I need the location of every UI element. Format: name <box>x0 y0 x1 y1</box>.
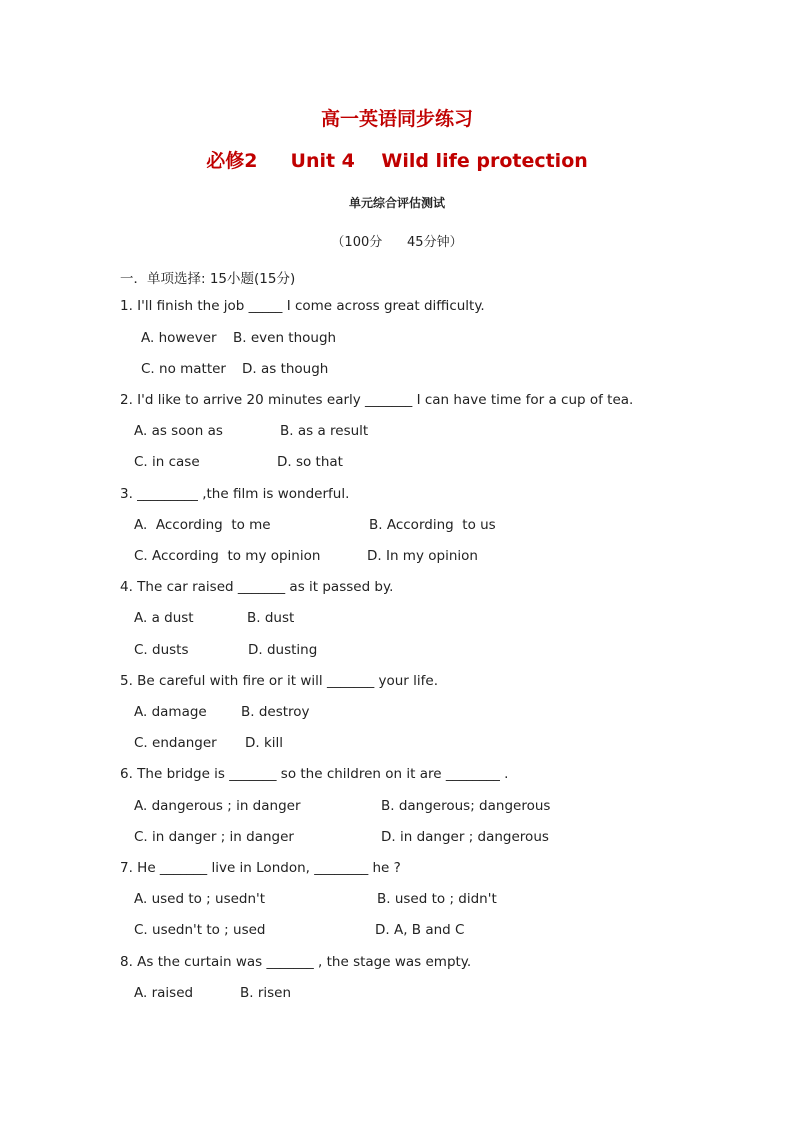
question-1-option-b: B. even though <box>233 330 337 346</box>
question-3-option-b: B. According to us <box>369 517 496 533</box>
question-8-option-a: A. raised <box>134 985 194 1001</box>
question-5-stem: 5. Be careful with fire or it will _______ your life. <box>120 673 438 689</box>
section-heading: 一．单项选择: 15小题(15分) <box>120 271 296 287</box>
question-2-option-d: D. so that <box>277 454 343 470</box>
question-4-option-a: A. a dust <box>134 610 194 626</box>
question-6-option-b: B. dangerous; dangerous <box>381 798 551 814</box>
question-7-option-c: C. usedn't to ; used <box>134 922 266 938</box>
question-7-option-b: B. used to ; didn't <box>377 891 497 907</box>
question-8-option-b: B. risen <box>240 985 292 1001</box>
test-name: 单元综合评估测试 <box>348 196 445 210</box>
question-4-option-c: C. dusts <box>134 642 189 658</box>
question-7-stem: 7. He _______ live in London, ________ he ? <box>120 860 401 876</box>
question-1-option-d: D. as though <box>242 361 329 377</box>
question-4-stem: 4. The car raised _______ as it passed by. <box>120 579 394 595</box>
question-2-option-b: B. as a result <box>280 423 369 439</box>
page-title: 高一英语同步练习 <box>320 108 473 130</box>
question-6-option-a: A. dangerous ; in danger <box>134 798 301 814</box>
question-6-stem: 6. The bridge is _______ so the children on it are ________ . <box>120 766 509 782</box>
question-2-option-a: A. as soon as <box>134 423 223 439</box>
score-time: （100分 45分钟） <box>331 235 463 250</box>
question-6-option-c: C. in danger ; in danger <box>134 829 294 845</box>
question-6-option-d: D. in danger ; dangerous <box>381 829 549 845</box>
question-5-option-c: C. endanger <box>134 735 217 751</box>
question-5-option-b: B. destroy <box>241 704 310 720</box>
question-1-stem: 1. I'll finish the job _____ I come across great difficulty. <box>120 298 485 314</box>
unit-title: 必修2 Unit 4 Wild life protection <box>206 150 588 172</box>
question-3-option-d: D. In my opinion <box>367 548 478 564</box>
question-2-option-c: C. in case <box>134 454 200 470</box>
question-4-option-b: B. dust <box>247 610 295 626</box>
question-3-option-c: C. According to my opinion <box>134 548 321 564</box>
question-8-stem: 8. As the curtain was _______ , the stage was empty. <box>120 954 472 970</box>
question-3-option-a: A. According to me <box>134 517 271 533</box>
question-4-option-d: D. dusting <box>248 642 318 658</box>
question-3-stem: 3. _________ ,the film is wonderful. <box>120 486 350 502</box>
question-1-option-c: C. no matter <box>141 361 226 377</box>
question-2-stem: 2. I'd like to arrive 20 minutes early _______ I can have time for a cup of tea. <box>120 392 634 408</box>
question-5-option-d: D. kill <box>245 735 284 751</box>
question-1-option-a: A. however <box>141 330 217 346</box>
question-7-option-d: D. A, B and C <box>375 922 465 938</box>
question-7-option-a: A. used to ; usedn't <box>134 891 266 907</box>
question-5-option-a: A. damage <box>134 704 207 720</box>
